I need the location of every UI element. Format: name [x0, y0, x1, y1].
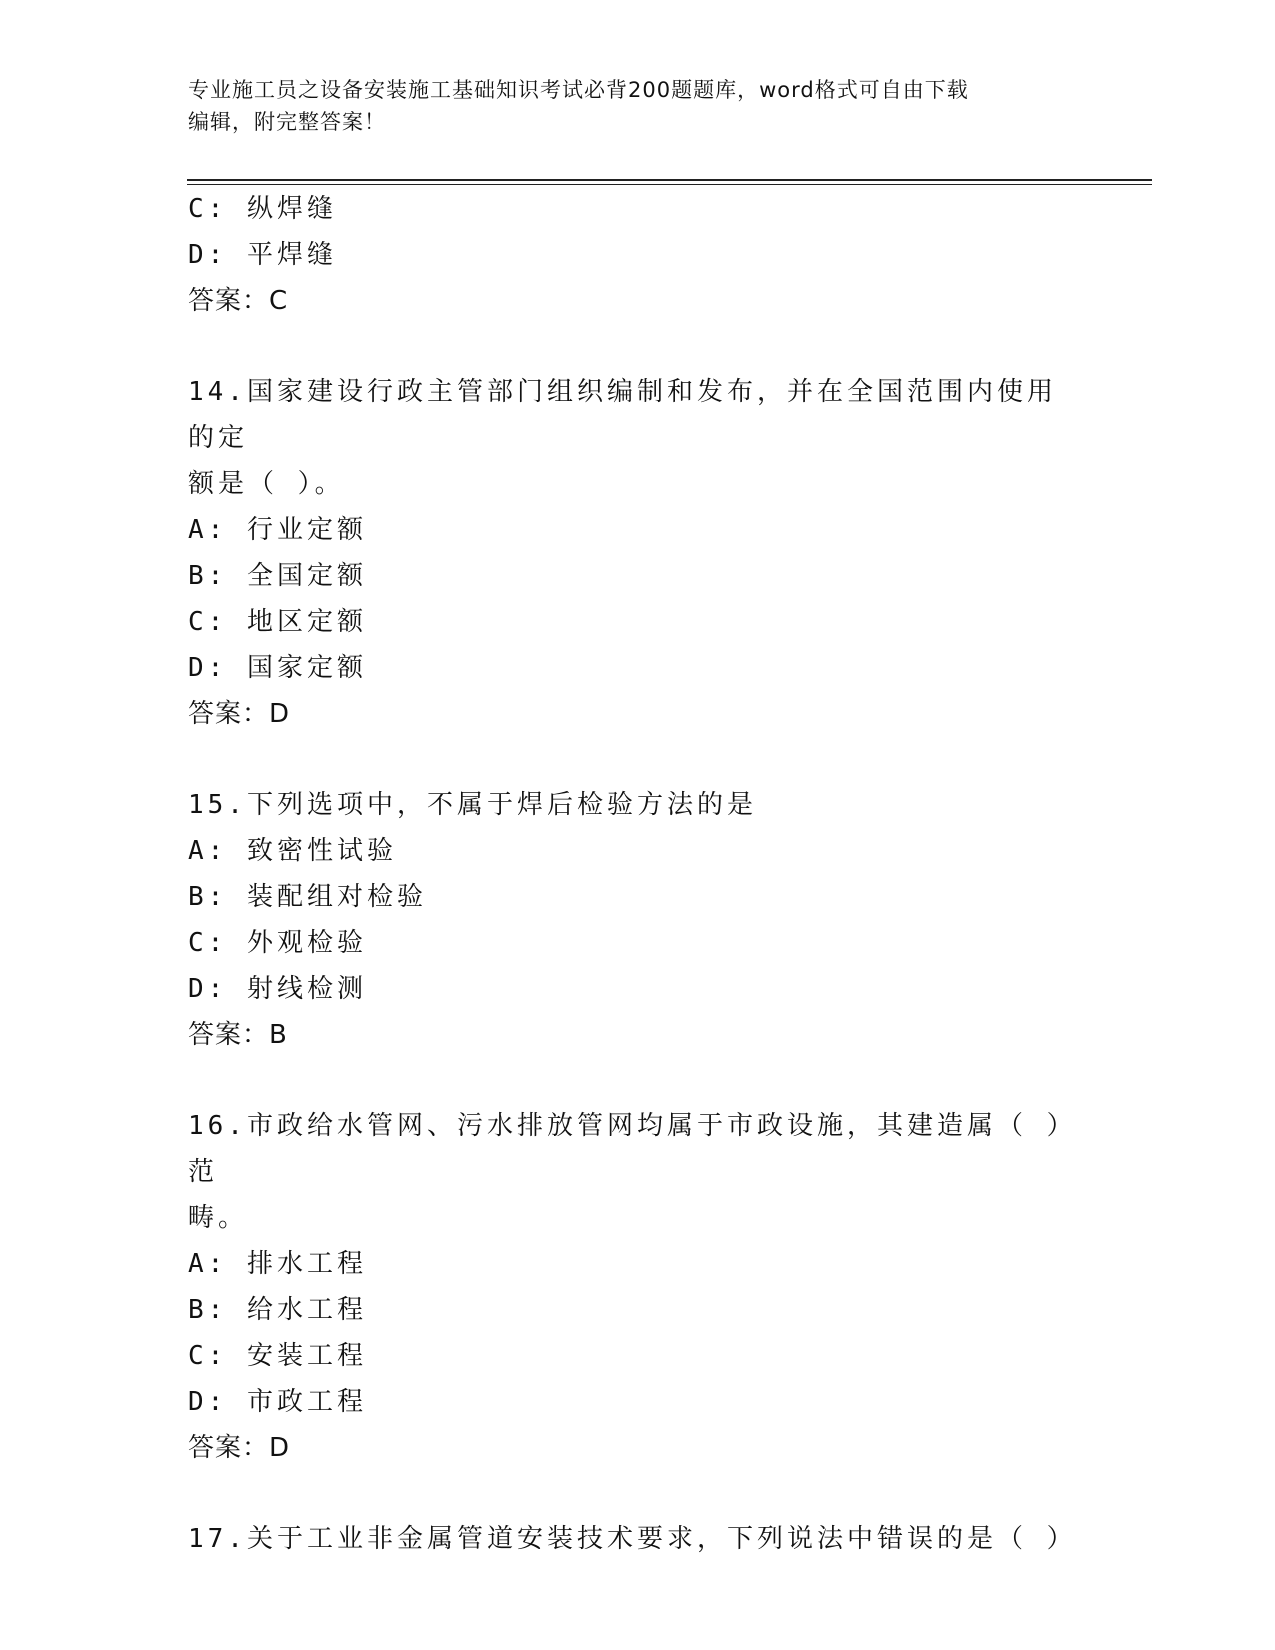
- question-text-line-2: 畴。: [188, 1203, 249, 1233]
- option-c: C: 纵焊缝: [188, 194, 337, 224]
- header-rule-thick: [187, 179, 1152, 181]
- question-14: [188, 369, 1088, 737]
- option-a: A: 排水工程: [188, 1249, 367, 1279]
- question-text-line-1: 16.市政给水管网、污水排放管网均属于市政设施，其建造属（ ）范: [188, 1111, 1064, 1187]
- option-d: D: 平焊缝: [188, 240, 337, 270]
- question-16: [188, 1103, 1088, 1471]
- question-content: [188, 186, 1088, 1562]
- option-b: B: 全国定额: [188, 561, 367, 591]
- option-d: D: 市政工程: [188, 1387, 367, 1417]
- option-c: C: 外观检验: [188, 928, 367, 958]
- document-header: [188, 74, 1088, 138]
- question-17: [188, 1516, 1088, 1562]
- prev-question-block: [188, 186, 1088, 324]
- option-d: D: 国家定额: [188, 653, 367, 683]
- question-text-line-1: 17.关于工业非金属管道安装技术要求，下列说法中错误的是（ ）: [188, 1524, 1077, 1554]
- answer-label: 答案：C: [188, 286, 289, 316]
- answer-label: 答案：D: [188, 699, 291, 729]
- question-15: [188, 782, 1088, 1058]
- option-c: C: 地区定额: [188, 607, 367, 637]
- header-line-1: 专业施工员之设备安装施工基础知识考试必背200题题库，word格式可自由下载: [188, 78, 969, 102]
- question-text-line-1: 14.国家建设行政主管部门组织编制和发布，并在全国范围内使用的定: [188, 377, 1057, 453]
- option-d: D: 射线检测: [188, 974, 367, 1004]
- answer-label: 答案：B: [188, 1020, 288, 1050]
- header-rule-thin: [187, 184, 1152, 185]
- question-text-line-2: 额是（ ）。: [188, 469, 345, 499]
- option-b: B: 给水工程: [188, 1295, 367, 1325]
- option-b: B: 装配组对检验: [188, 882, 427, 912]
- question-text-line-1: 15.下列选项中，不属于焊后检验方法的是: [188, 790, 757, 820]
- option-a: A: 致密性试验: [188, 836, 397, 866]
- header-line-2: 编辑，附完整答案！: [188, 110, 386, 134]
- option-c: C: 安装工程: [188, 1341, 367, 1371]
- option-a: A: 行业定额: [188, 515, 367, 545]
- answer-label: 答案：D: [188, 1433, 291, 1463]
